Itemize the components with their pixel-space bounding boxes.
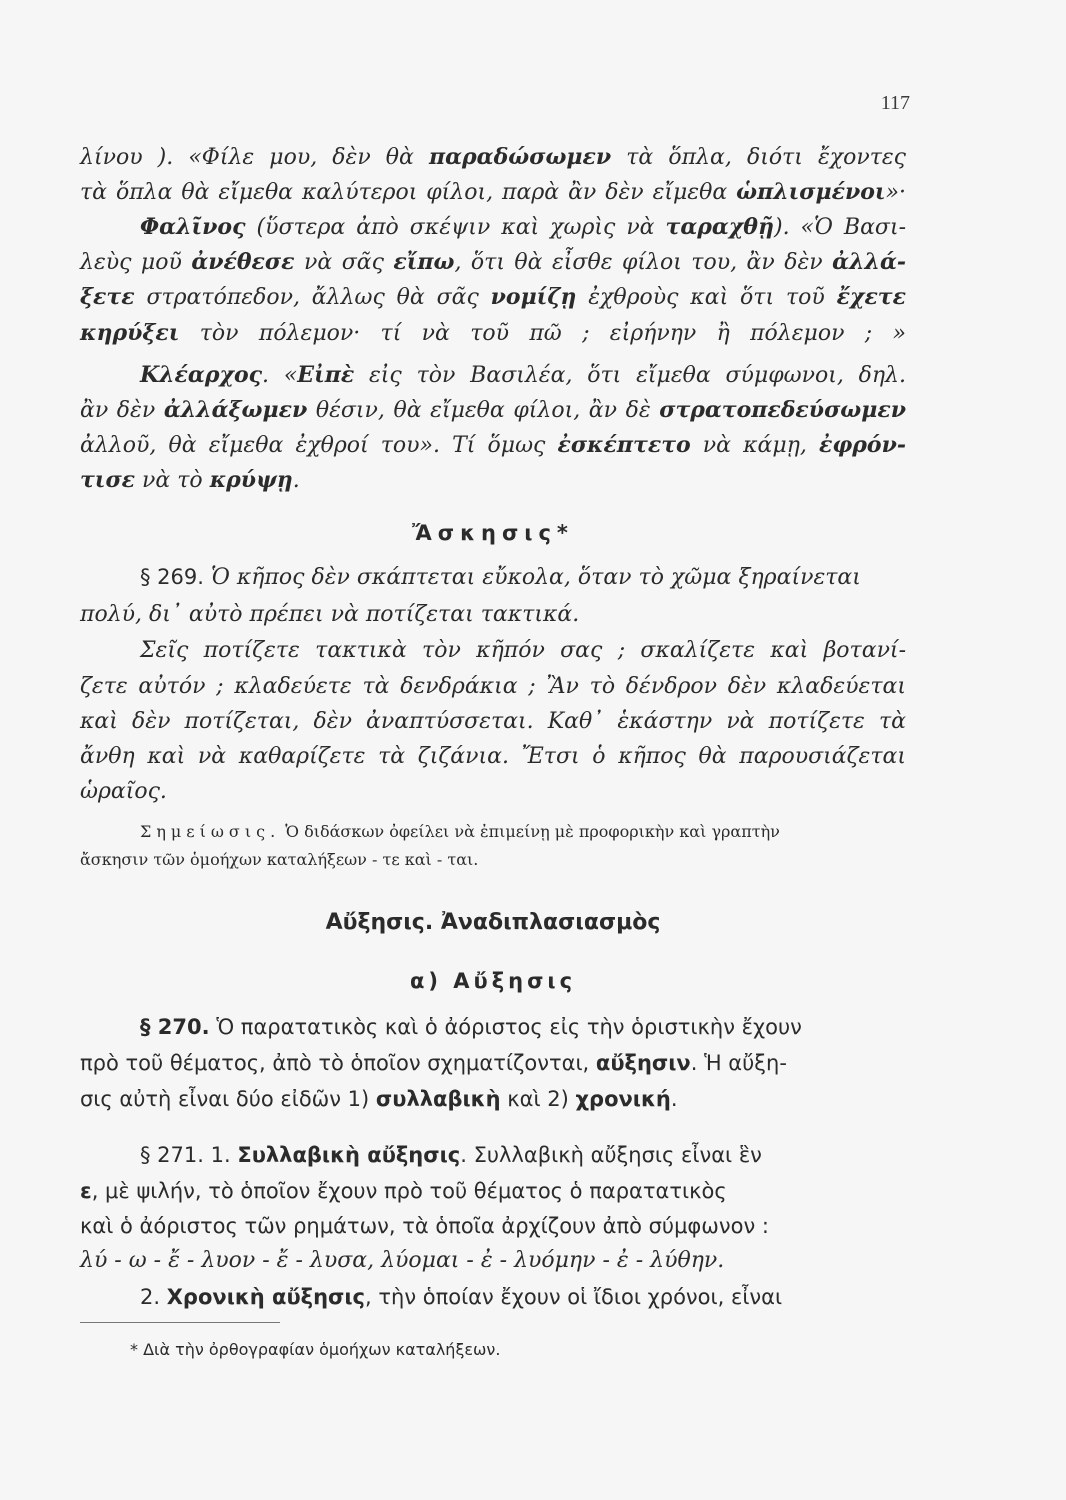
s271-line-1 — [140, 1140, 906, 1170]
dialogue-line — [80, 247, 906, 278]
dialogue-emphasis: Κλέαρχος — [140, 362, 263, 388]
dialogue-text: στρατόπεδον, ἄλλως θὰ σᾶς — [134, 285, 491, 310]
s271-line-4: λύ - ω - ἔ - λυον - ἔ - λυσα, λύομαι - ἐ - λυόμην - ἐ - λύθην. — [80, 1248, 725, 1273]
footnote: * Διὰ τὴν ὀρθογραφίαν ὁμοήχων καταλήξεων. — [130, 1340, 501, 1359]
dialogue-emphasis: κηρύξει — [80, 320, 180, 346]
s271-p2-title: Χρονικὴ αὔξησις — [166, 1285, 366, 1309]
note-line-2: ἄσκησιν τῶν ὁμοήχων καταλήξεων - τε καὶ - ται. — [80, 850, 479, 869]
s271-p2-text: , τὴν ὁποίαν ἔχουν οἱ ἴδιοι χρόνοι, εἶναι — [365, 1285, 783, 1309]
dialogue-line — [80, 282, 906, 313]
dialogue-emphasis: ἐφρόν- — [819, 432, 906, 458]
dialogue-text: εἰς τὸν Βασιλέα, ὅτι εἴμεθα σύμφωνοι, δηλ. — [354, 363, 906, 388]
chapter-title: Αὔξησις. Ἀναδιπλασιασμὸς — [325, 910, 661, 935]
s270-line-1 — [140, 1012, 906, 1042]
dialogue-text: . « — [262, 363, 298, 388]
dialogue-emphasis: ξετε — [80, 284, 135, 310]
dialogue-text: , ὅτι θὰ εἶσθε φίλοι του, ἂν δὲν — [454, 250, 833, 275]
s270-line-2 — [80, 1048, 906, 1078]
dialogue-emphasis: ἔχετε — [836, 284, 906, 310]
exercise-line-4: ζετε αὐτόν ; κλαδεύετε τὰ δενδράκια ; Ἂν τὸ δένδρον δὲν κλαδεύεται — [80, 674, 906, 699]
letter-epsilon: ε — [80, 1179, 92, 1203]
dialogue-line — [140, 360, 906, 391]
dialogue-emphasis: παραδώσωμεν — [429, 144, 612, 170]
dialogue-emphasis: ἐσκέπτετο — [557, 432, 691, 458]
dialogue-emphasis: ἀλλά- — [832, 249, 906, 275]
note-text-1: Ὁ διδάσκων ὀφείλει νὰ ἐπιμείνῃ μὲ προφορικὴν καὶ γραπτὴν — [285, 822, 780, 841]
dialogue-emphasis: κρύψῃ — [209, 467, 293, 493]
dialogue-line — [80, 142, 906, 173]
note-line-1 — [140, 820, 906, 844]
exercise-heading — [80, 518, 906, 549]
s271-text-1: . Συλλαβικὴ αὔξησις εἶναι ἓν — [460, 1143, 762, 1167]
s271-title: Συλλαβικὴ αὔξησις — [237, 1143, 461, 1167]
dialogue-emphasis: εἴπω — [393, 249, 455, 275]
dialogue-text: (ὕστερα ἀπὸ σκέψιν καὶ χωρὶς νὰ — [245, 215, 666, 240]
footnote-rule — [80, 1322, 280, 1323]
dialogue-emphasis: στρατοπεδεύσωμεν — [659, 397, 906, 423]
dialogue-emphasis: ὡπλισμένοι — [736, 179, 886, 205]
dialogue-emphasis: ἀνέθεσε — [191, 249, 295, 275]
s270-text-2a: πρὸ τοῦ θέματος, ἀπὸ τὸ ὁποῖον σχηματίζονται, — [80, 1051, 590, 1075]
s271-p2-number: 2. — [140, 1285, 161, 1309]
dialogue-emphasis: ταραχθῇ — [665, 214, 774, 240]
dialogue-text: νὰ κάμῃ, — [690, 433, 820, 458]
section-269: § 269. — [140, 565, 204, 589]
dialogue-emphasis: τισε — [80, 467, 136, 493]
dialogue-text: νὰ σᾶς — [294, 250, 394, 275]
dialogue-text: τὰ ὅπλα θὰ εἴμεθα καλύτεροι φίλοι, παρὰ ἂν δὲν εἴμεθα — [80, 180, 737, 205]
dialogue-text: νὰ τὸ — [135, 468, 210, 493]
chapter-subtitle: α) Αὔξησις — [409, 969, 577, 993]
dialogue-text: τὰ ὅπλα, διότι ἔχοντες — [611, 145, 907, 170]
note-label: Σημείωσις. — [140, 822, 281, 841]
s271-text-2: , μὲ ψιλήν, τὸ ὁποῖον ἔχουν πρὸ τοῦ θέματος ὁ παρατατικὸς — [91, 1179, 727, 1203]
dialogue-line — [140, 212, 906, 243]
s270-text-1: Ὁ παρατατικὸς καὶ ὁ ἀόριστος εἰς τὴν ὁριστικὴν ἔχουν — [216, 1015, 802, 1039]
dialogue-text: ἂν δὲν — [80, 398, 164, 423]
term-temporal: χρονική — [575, 1087, 671, 1111]
dialogue-text: »· — [885, 180, 906, 205]
exercise-line-1 — [140, 562, 906, 593]
dialogue-emphasis: Φαλῖνος — [140, 214, 246, 240]
exercise-line-6: ἄνθη καὶ νὰ καθαρίζετε τὰ ζιζάνια. Ἔτσι ὁ κῆπος θὰ παρουσιάζεται — [80, 744, 906, 769]
dialogue-text: τὸν πόλεμον· τί νὰ τοῦ πῶ ; εἰρήνην ἢ πόλεμον ; » — [179, 321, 906, 346]
s270-text-2c: . Ἡ αὔξη- — [690, 1051, 787, 1075]
s270-text-3c: καὶ 2) — [507, 1087, 569, 1111]
dialogue-text: ἐχθροὺς καὶ ὅτι τοῦ — [576, 285, 837, 310]
s271-line-3: καὶ ὁ ἀόριστος τῶν ρημάτων, τὰ ὁποῖα ἀρχίζουν ἀπὸ σύμφωνον : — [80, 1214, 769, 1238]
exercise-line-2: πολύ, δι᾽ αὐτὸ πρέπει νὰ ποτίζεται τακτικά. — [80, 602, 580, 627]
s271-line-5 — [140, 1282, 906, 1312]
dialogue-text: λίνου ). «Φίλε μου, δὲν θὰ — [80, 145, 430, 170]
page-number: 117 — [880, 92, 910, 114]
dialogue-emphasis: ἀλλάξωμεν — [163, 397, 308, 423]
dialogue-text: ). «Ὁ Βασι- — [773, 215, 907, 240]
dialogue-emphasis: Εἰπὲ — [297, 362, 355, 388]
s270-text-3a: σις αὐτὴ εἶναι δύο εἰδῶν 1) — [80, 1087, 370, 1111]
dialogue-line — [80, 465, 906, 496]
term-auxesis: αὔξησιν — [595, 1051, 691, 1075]
exercise-text-1: Ὁ κῆπος δὲν σκάπτεται εὔκολα, ὅταν τὸ χῶμα ξηραίνεται — [210, 565, 861, 590]
s270-text-3e: . — [670, 1087, 678, 1111]
section-271: § 271. 1. — [140, 1143, 231, 1167]
s271-line-2 — [80, 1176, 906, 1206]
section-270: § 270. — [140, 1015, 210, 1039]
dialogue-line — [80, 395, 906, 426]
exercise-line-7: ὡραῖος. — [80, 779, 167, 804]
dialogue-line — [80, 177, 906, 208]
dialogue-text: ἀλλοῦ, θὰ εἴμεθα ἐχθροί του». Τί ὅμως — [80, 433, 558, 458]
dialogue-text: . — [292, 468, 300, 493]
dialogue-emphasis: νομίζῃ — [490, 284, 577, 310]
dialogue-text: θέσιν, θὰ εἴμεθα φίλοι, ἂν δὲ — [307, 398, 660, 423]
term-syllabic: συλλαβικὴ — [375, 1087, 501, 1111]
dialogue-line — [80, 318, 906, 349]
exercise-line-5: καὶ δὲν ποτίζεται, δὲν ἀναπτύσσεται. Καθ᾽ ἑκάστην νὰ ποτίζετε τὰ — [80, 709, 906, 734]
exercise-line-3: Σεῖς ποτίζετε τακτικὰ τὸν κῆπόν σας ; σκαλίζετε καὶ βοτανί- — [140, 638, 906, 663]
dialogue-line — [80, 430, 906, 461]
exercise-heading-text: Ἄσκησις* — [412, 521, 574, 545]
s270-line-3 — [80, 1084, 906, 1114]
dialogue-text: λεὺς μοῦ — [80, 250, 192, 275]
